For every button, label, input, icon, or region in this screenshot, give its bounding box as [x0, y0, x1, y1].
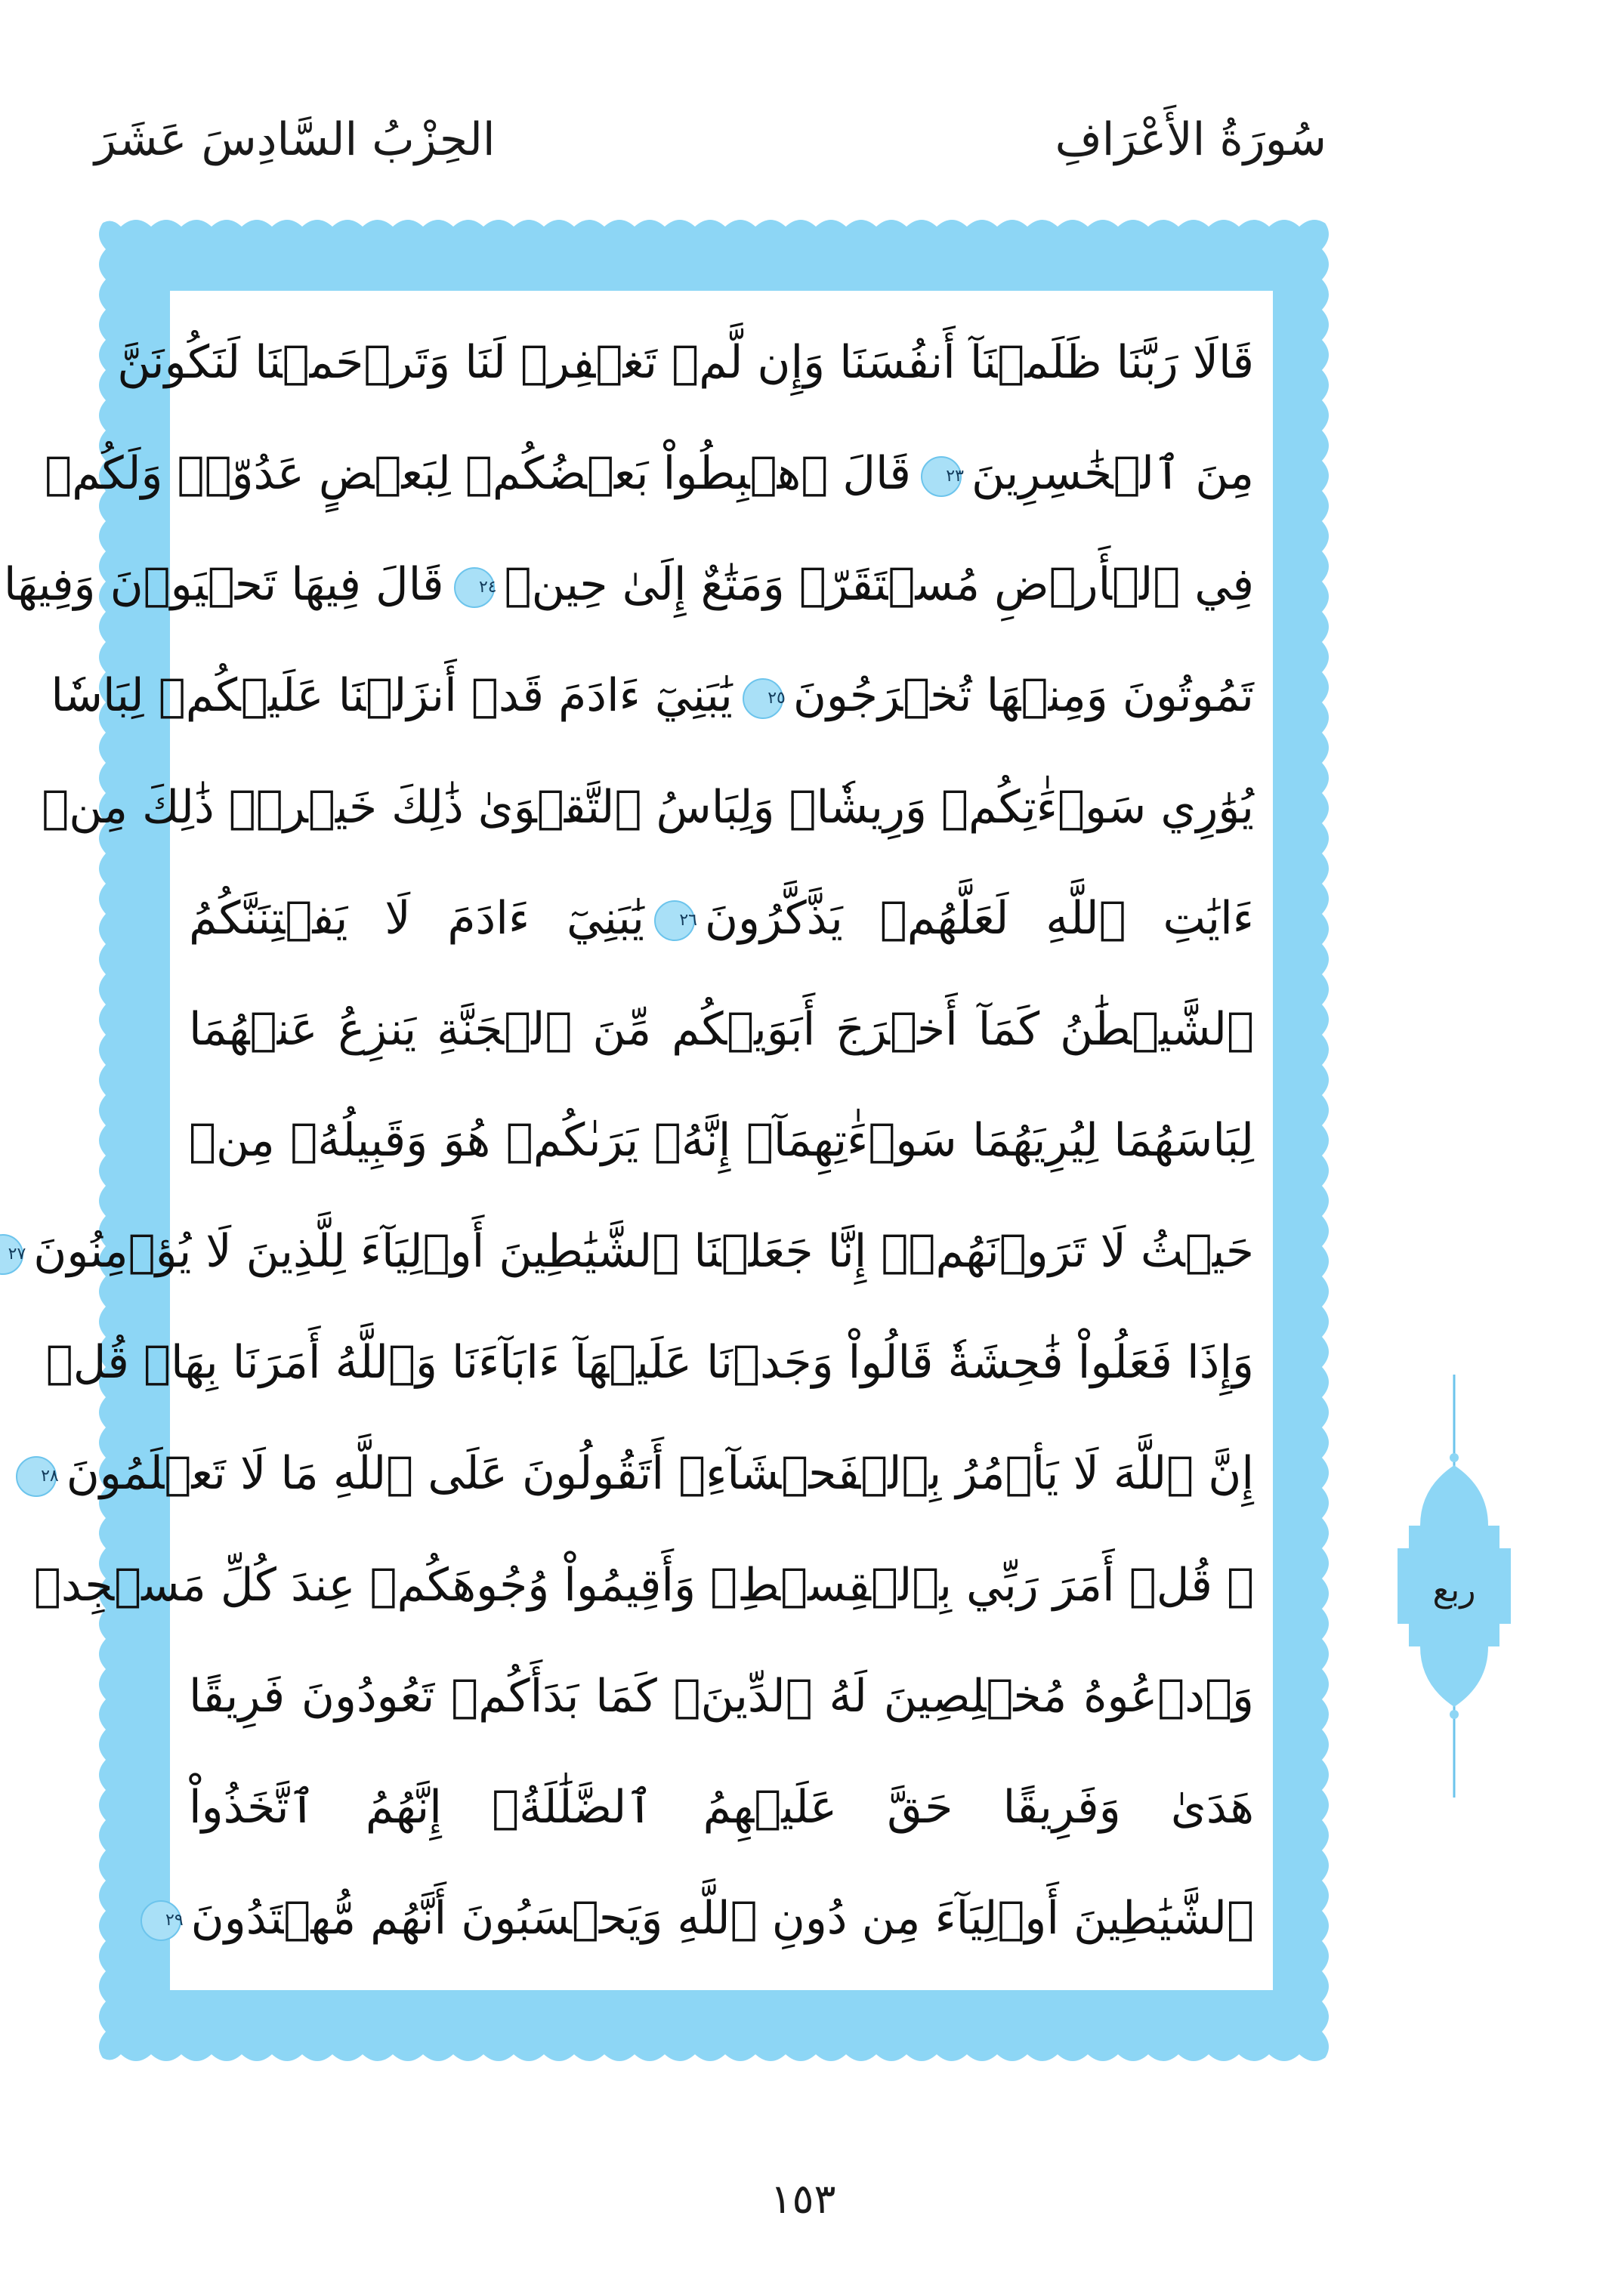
verse-line-text: يَٰبَنِيٓ ءَادَمَ لَا يَفۡتِنَنَّكُمُ	[189, 891, 644, 945]
ayah-number-marker	[919, 454, 964, 499]
verse-line-text: ۞ قُلۡ أَمَرَ رَبِّي بِٱلۡقِسۡطِۖ وَأَقِيمُواْ وُجُوهَكُمۡ عِندَ كُلِّ مَسۡجِدٖ	[33, 1558, 1254, 1612]
verse-line-15	[165, 1873, 1262, 1964]
verse-line-text: هَدَىٰ وَفَرِيقًا حَقَّ عَلَيۡهِمُ ٱلضَّلَٰلَةُۚ إِنَّهُمُ ٱتَّخَذُواْ	[189, 1780, 1254, 1834]
page-number: ١٥٣	[770, 2175, 836, 2223]
verse-line-text: فِي ٱلۡأَرۡضِ مُسۡتَقَرّٞ وَمَتَٰعٌ إِلَىٰ حِينٖ	[504, 558, 1254, 612]
verse-line-text: تَمُوتُونَ وَمِنۡهَا تُخۡرَجُونَ	[792, 669, 1254, 723]
ayah-number-marker	[452, 565, 497, 610]
verse-line-13	[181, 1651, 1262, 1742]
verse-line-10	[45, 1317, 1262, 1408]
verse-line-text: يَٰبَنِيٓ ءَادَمَ قَدۡ أَنزَلۡنَا عَلَيۡكُمۡ لِبَاسٗا	[51, 669, 733, 723]
surah-name-header: سُورَةُ الأَعْرَافِ	[1055, 113, 1326, 166]
verse-line-12	[33, 1540, 1262, 1631]
verse-line-11	[41, 1428, 1262, 1519]
rub-label: ربع	[1432, 1571, 1476, 1609]
verse-line-text: قَالَ فِيهَا تَحۡيَوۡنَ وَفِيهَا	[3, 558, 444, 612]
ayah-number-marker	[14, 1454, 59, 1499]
ayah-number-marker	[740, 676, 786, 721]
verse-line-text: يُوَٰرِي سَوۡءَٰتِكُمۡ وَرِيشٗاۖ وَلِبَاسُ ٱلتَّقۡوَىٰ ذَٰلِكَ خَيۡرٞۚ ذَٰلِكَ مِنۡ	[42, 780, 1254, 834]
verse-line-2	[45, 428, 1262, 519]
ayah-number: ٢٤	[478, 577, 497, 597]
verse-line-text: وَإِذَا فَعَلُواْ فَٰحِشَةٗ قَالُواْ وَجَدۡنَا عَلَيۡهَآ ءَابَآءَنَا وَٱللَّهُ أَمَرَنَا بِهَاۗ قُلۡ	[45, 1336, 1254, 1390]
verse-line-8	[181, 1095, 1262, 1186]
verse-line-text: مِنَ ٱلۡخَٰسِرِينَ	[971, 447, 1254, 501]
ayah-number-marker	[0, 1232, 26, 1277]
hizb-name-header: الحِزْبُ السَّادِسَ عَشَرَ	[94, 113, 496, 166]
verse-line-3	[3, 539, 1262, 630]
ayah-number: ٢٨	[41, 1466, 59, 1486]
verse-line-1	[117, 317, 1262, 408]
verse-line-text: حَيۡثُ لَا تَرَوۡنَهُمۡۗ إِنَّا جَعَلۡنَا ٱلشَّيَٰطِينَ أَوۡلِيَآءَ لِلَّذِينَ لَا يُؤۡمِنُونَ	[33, 1225, 1254, 1279]
verse-line-14	[181, 1762, 1262, 1853]
ayah-number-marker	[138, 1898, 184, 1943]
ayah-number: ٢٩	[165, 1911, 184, 1930]
verse-line-text: وَٱدۡعُوهُ مُخۡلِصِينَ لَهُ ٱلدِّينَۚ كَمَا بَدَأَكُمۡ تَعُودُونَ فَرِيقًا	[189, 1669, 1254, 1723]
ayah-number-marker	[652, 898, 697, 943]
verse-line-text: إِنَّ ٱللَّهَ لَا يَأۡمُرُ بِٱلۡفَحۡشَآءِۖ أَتَقُولُونَ عَلَى ٱللَّهِ مَا لَا تَعۡلَمُونَ	[66, 1447, 1254, 1501]
ayah-number: ٢٦	[679, 911, 697, 930]
verse-line-text: ءَايَٰتِ ٱللَّهِ لَعَلَّهُمۡ يَذَّكَّرُونَ	[704, 891, 1254, 945]
verse-line-text: ٱلشَّيَٰطِينَ أَوۡلِيَآءَ مِن دُونِ ٱللَّهِ وَيَحۡسَبُونَ أَنَّهُم مُّهۡتَدُونَ	[190, 1891, 1254, 1945]
verse-line-4	[51, 650, 1262, 741]
verse-line-text: لِبَاسَهُمَا لِيُرِيَهُمَا سَوۡءَٰتِهِمَآۚ إِنَّهُۥ يَرَىٰكُمۡ هُوَ وَقَبِيلُهُۥ مِنۡ	[189, 1113, 1254, 1167]
verse-line-text: قَالَ ٱهۡبِطُواْ بَعۡضُكُمۡ لِبَعۡضٍ عَدُوّٞۖ وَلَكُمۡ	[45, 447, 911, 501]
verse-line-text: قَالَا رَبَّنَا ظَلَمۡنَآ أَنفُسَنَا وَإِن لَّمۡ تَغۡفِرۡ لَنَا وَتَرۡحَمۡنَا لَنَكُونَنَّ	[117, 336, 1254, 389]
verse-line-7	[181, 984, 1262, 1075]
ayah-number: ٢٧	[8, 1244, 26, 1264]
verse-line-5	[42, 762, 1262, 853]
verse-text-area	[3, 302, 1262, 1979]
ayah-number: ٢٥	[767, 688, 786, 708]
ayah-number: ٢٣	[946, 466, 964, 486]
verse-line-9	[8, 1206, 1262, 1297]
verse-line-6	[181, 873, 1262, 964]
verse-line-text: ٱلشَّيۡطَٰنُ كَمَآ أَخۡرَجَ أَبَوَيۡكُم مِّنَ ٱلۡجَنَّةِ يَنزِعُ عَنۡهُمَا	[189, 1002, 1254, 1056]
